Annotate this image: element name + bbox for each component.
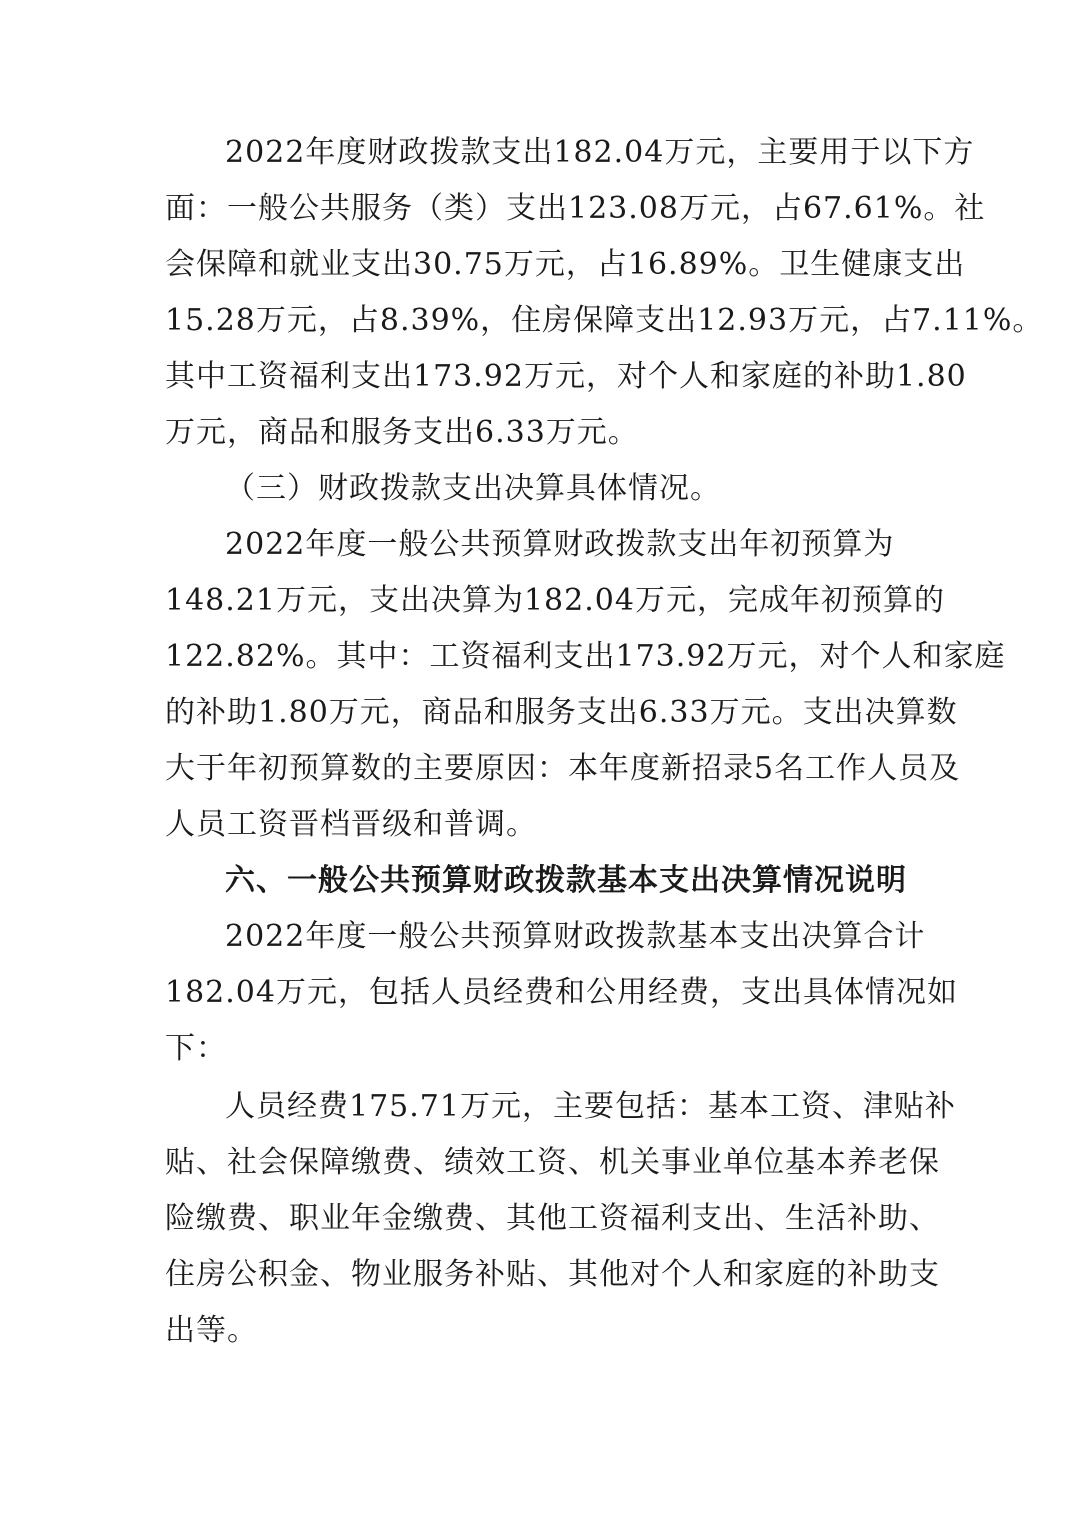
- paragraph-3-line-1: 2022年度一般公共预算财政拨款基本支出决算合计: [225, 919, 926, 954]
- paragraph-2-line-2: 148.21万元，支出决算为182.04万元，完成年初预算的: [165, 583, 945, 618]
- paragraph-2-line-3: 122.82%。其中：工资福利支出173.92万元，对个人和家庭: [165, 639, 1006, 674]
- paragraph-1-line-1: 2022年度财政拨款支出182.04万元，主要用于以下方: [225, 135, 975, 170]
- paragraph-2-line-6: 人员工资晋档晋级和普调。: [165, 807, 537, 842]
- subheading-3: （三）财政拨款支出决算具体情况。: [225, 471, 721, 506]
- paragraph-1-line-2: 面：一般公共服务（类）支出123.08万元，占67.61%。社: [165, 191, 986, 226]
- paragraph-1-line-3: 会保障和就业支出30.75万元，占16.89%。卫生健康支出: [165, 247, 966, 282]
- paragraph-3-line-3: 下：: [165, 1031, 227, 1066]
- paragraph-1-line-5: 其中工资福利支出173.92万元，对个人和家庭的补助1.80: [165, 359, 967, 394]
- paragraph-4-line-1: 人员经费175.71万元，主要包括：基本工资、津贴补: [225, 1089, 956, 1124]
- paragraph-4-line-4: 住房公积金、物业服务补贴、其他对个人和家庭的补助支: [165, 1257, 940, 1292]
- paragraph-4-line-3: 险缴费、职业年金缴费、其他工资福利支出、生活补助、: [165, 1201, 940, 1236]
- paragraph-1-line-6: 万元，商品和服务支出6.33万元。: [165, 415, 639, 450]
- paragraph-2-line-4: 的补助1.80万元，商品和服务支出6.33万元。支出决算数: [165, 695, 958, 730]
- paragraph-2-line-5: 大于年初预算数的主要原因：本年度新招录5名工作人员及: [165, 751, 961, 786]
- section-heading-6: 六、一般公共预算财政拨款基本支出决算情况说明: [225, 863, 907, 898]
- paragraph-4-line-5: 出等。: [165, 1313, 258, 1348]
- paragraph-2-line-1: 2022年度一般公共预算财政拨款支出年初预算为: [225, 527, 895, 562]
- paragraph-3-line-2: 182.04万元，包括人员经费和公用经费，支出具体情况如: [165, 975, 958, 1010]
- paragraph-4-line-2: 贴、社会保障缴费、绩效工资、机关事业单位基本养老保: [165, 1145, 940, 1180]
- paragraph-1-line-4: 15.28万元，占8.39%，住房保障支出12.93万元，占7.11%。: [165, 303, 1044, 338]
